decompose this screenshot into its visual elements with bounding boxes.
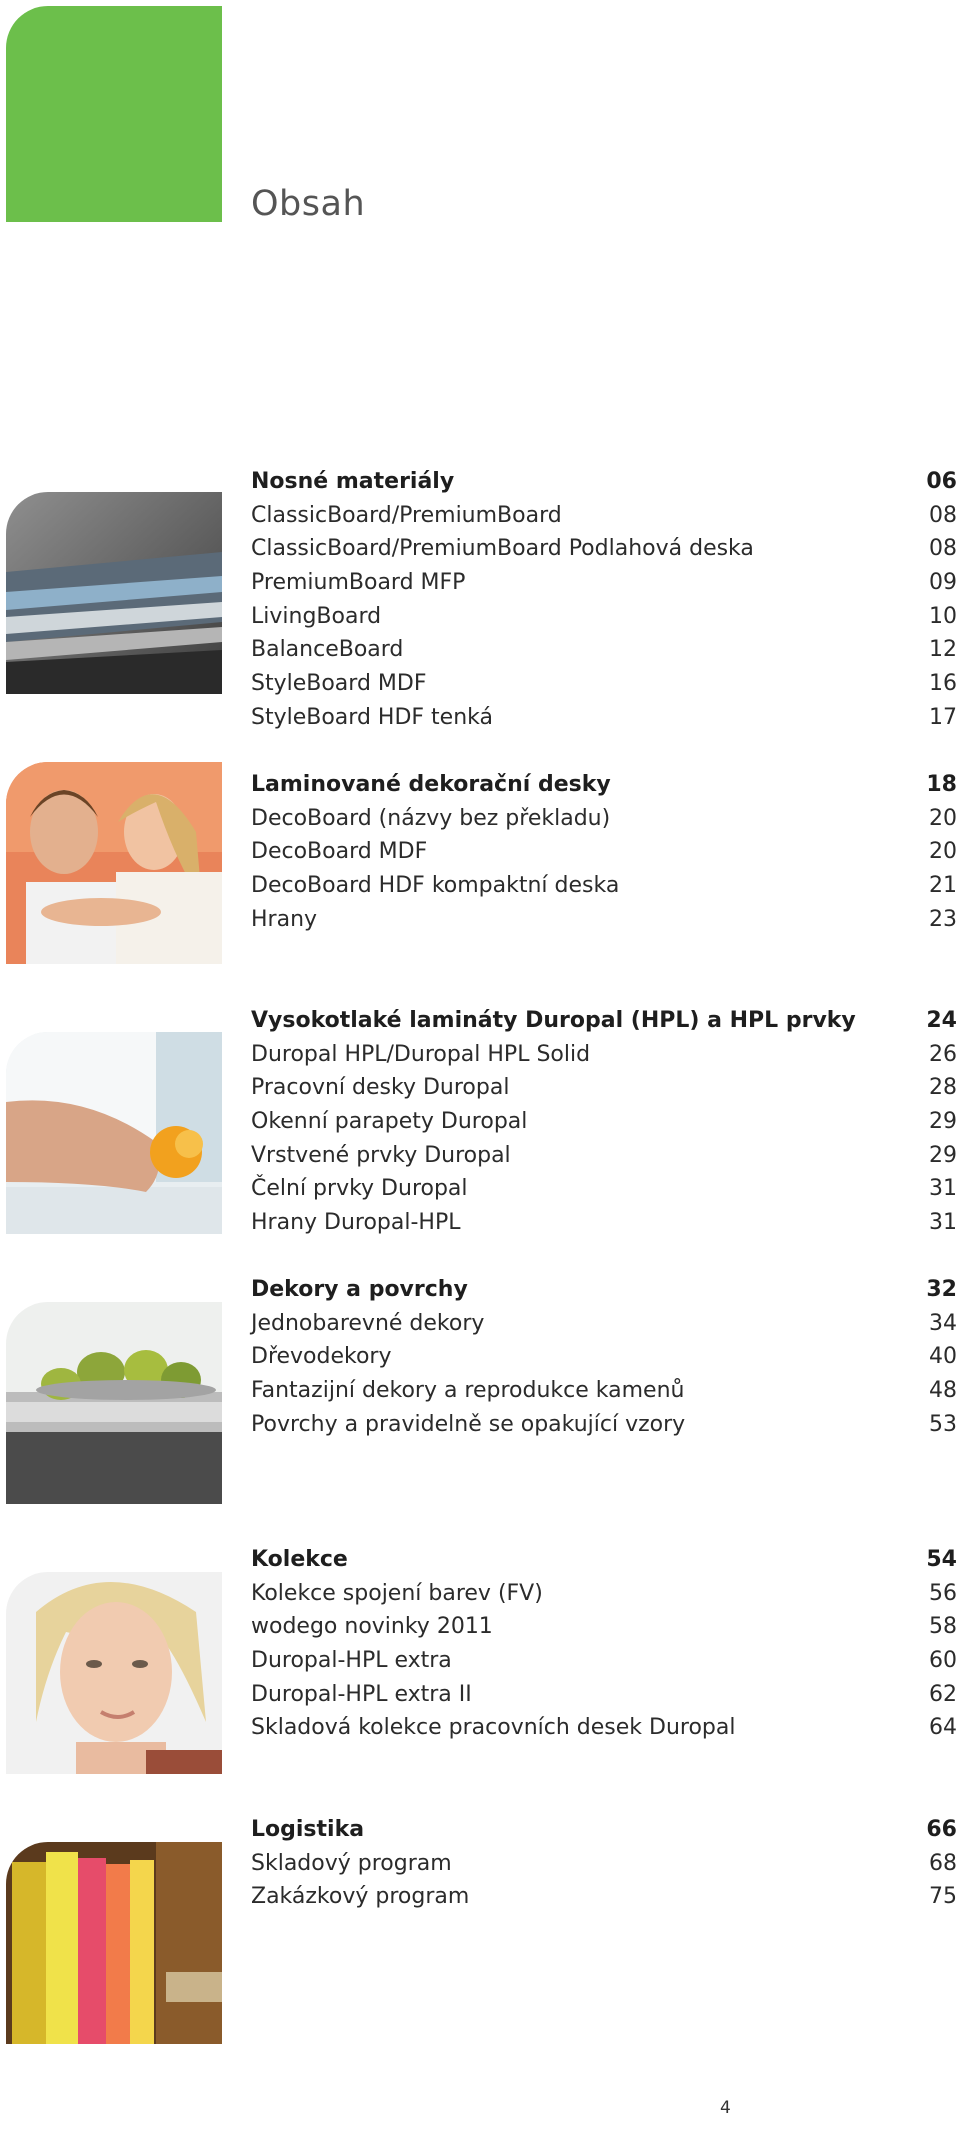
toc-entry-label: StyleBoard MDF — [251, 671, 427, 697]
toc-entry-page: 64 — [929, 1715, 957, 1741]
toc-entry-label: wodego novinky 2011 — [251, 1614, 493, 1640]
toc-heading[interactable] — [251, 1273, 957, 1307]
toc-entry-label: Duropal-HPL extra II — [251, 1681, 472, 1707]
toc-entry-page: 40 — [929, 1344, 957, 1370]
toc-entry[interactable] — [251, 1847, 957, 1881]
toc-entry-page: 12 — [929, 637, 957, 663]
toc-heading-label: Laminované dekorační desky — [251, 772, 611, 797]
toc-entry-label: PremiumBoard MFP — [251, 570, 466, 596]
toc-entry-page: 60 — [929, 1648, 957, 1674]
toc-entry-label: StyleBoard HDF tenká — [251, 704, 493, 730]
hand-with-orange-photo — [6, 1032, 222, 1234]
toc-entry[interactable] — [251, 1880, 957, 1914]
toc-entry[interactable] — [251, 802, 957, 836]
woman-portrait-photo — [6, 1572, 222, 1774]
toc-heading-page: 32 — [926, 1277, 957, 1302]
toc-entry-page: 34 — [929, 1310, 957, 1336]
toc-section-laminovane-desky — [251, 768, 957, 936]
toc-heading-label: Vysokotlaké lamináty Duropal (HPL) a HPL prvky — [251, 1008, 856, 1033]
stacked-boards-photo — [6, 492, 222, 694]
toc-entry-label: Duropal HPL/Duropal HPL Solid — [251, 1041, 591, 1067]
toc-entry-page: 62 — [929, 1681, 957, 1707]
toc-section-kolekce — [251, 1543, 957, 1745]
toc-section-dekory-povrchy — [251, 1273, 957, 1441]
toc-entry-page: 23 — [929, 906, 957, 932]
toc-entry-page: 08 — [929, 502, 957, 528]
toc-entry-label: Jednobarevné dekory — [251, 1310, 485, 1336]
toc-entry[interactable] — [251, 1610, 957, 1644]
fruit-bowl-photo — [6, 1302, 222, 1504]
page-number: 4 — [720, 2098, 731, 2118]
toc-heading-label: Logistika — [251, 1817, 365, 1842]
toc-entry-label: Povrchy a pravidelně se opakující vzory — [251, 1411, 686, 1437]
toc-heading-label: Nosné materiály — [251, 469, 455, 494]
toc-entry[interactable] — [251, 499, 957, 533]
toc-heading[interactable] — [251, 1543, 957, 1577]
toc-entry-label: BalanceBoard — [251, 637, 404, 663]
toc-entry-label: Čelní prvky Duropal — [251, 1176, 468, 1202]
toc-entry[interactable] — [251, 835, 957, 869]
toc-entry-label: ClassicBoard/PremiumBoard Podlahová deska — [251, 536, 754, 562]
toc-entry[interactable] — [251, 1678, 957, 1712]
toc-entry-label: Fantazijní dekory a reprodukce kamenů — [251, 1378, 685, 1404]
toc-entry[interactable] — [251, 1206, 957, 1240]
toc-heading[interactable] — [251, 768, 957, 802]
toc-heading[interactable] — [251, 1004, 957, 1038]
toc-entry-page: 20 — [929, 839, 957, 865]
toc-entry[interactable] — [251, 566, 957, 600]
page-title: Obsah — [251, 184, 366, 224]
toc-entry-label: Dřevodekory — [251, 1344, 392, 1370]
toc-entry-label: Duropal-HPL extra — [251, 1648, 452, 1674]
toc-entry-page: 09 — [929, 570, 957, 596]
toc-entry[interactable] — [251, 1139, 957, 1173]
toc-entry[interactable] — [251, 1307, 957, 1341]
toc-entry-page: 31 — [929, 1210, 957, 1236]
toc-entry-label: Okenní parapety Duropal — [251, 1109, 528, 1135]
toc-entry-page: 31 — [929, 1176, 957, 1202]
toc-entry[interactable] — [251, 1711, 957, 1745]
toc-entry-page: 29 — [929, 1109, 957, 1135]
toc-entry-page: 68 — [929, 1850, 957, 1876]
toc-entry[interactable] — [251, 1374, 957, 1408]
toc-entry-label: ClassicBoard/PremiumBoard — [251, 502, 562, 528]
toc-heading-label: Dekory a povrchy — [251, 1277, 468, 1302]
toc-entry[interactable] — [251, 1644, 957, 1678]
toc-section-duropal-hpl — [251, 1004, 957, 1240]
toc-entry-page: 17 — [929, 704, 957, 730]
toc-entry-page: 16 — [929, 671, 957, 697]
toc-heading[interactable] — [251, 1813, 957, 1847]
toc-entry-label: Kolekce spojení barev (FV) — [251, 1580, 543, 1606]
toc-entry[interactable] — [251, 1340, 957, 1374]
toc-entry-page: 58 — [929, 1614, 957, 1640]
toc-entry-label: DecoBoard (názvy bez překladu) — [251, 805, 611, 831]
toc-entry-label: DecoBoard HDF kompaktní deska — [251, 873, 620, 899]
toc-heading-page: 18 — [926, 772, 957, 797]
toc-entry-page: 75 — [929, 1884, 957, 1910]
toc-entry-page: 21 — [929, 873, 957, 899]
toc-entry[interactable] — [251, 869, 957, 903]
toc-entry-label: LivingBoard — [251, 603, 382, 629]
toc-entry[interactable] — [251, 1071, 957, 1105]
toc-entry-label: Zakázkový program — [251, 1884, 470, 1910]
toc-entry-page: 20 — [929, 805, 957, 831]
toc-entry-label: DecoBoard MDF — [251, 839, 428, 865]
toc-entry[interactable] — [251, 903, 957, 937]
toc-entry[interactable] — [251, 701, 957, 735]
toc-entry-page: 29 — [929, 1142, 957, 1168]
toc-entry-label: Vrstvené prvky Duropal — [251, 1142, 511, 1168]
toc-entry-page: 48 — [929, 1378, 957, 1404]
toc-heading-label: Kolekce — [251, 1547, 348, 1572]
books-shelf-photo — [6, 1842, 222, 2044]
toc-heading-page: 24 — [926, 1008, 957, 1033]
toc-entry[interactable] — [251, 633, 957, 667]
toc-entry[interactable] — [251, 1577, 957, 1611]
toc-heading[interactable] — [251, 465, 957, 499]
toc-entry[interactable] — [251, 1172, 957, 1206]
toc-entry-page: 28 — [929, 1075, 957, 1101]
toc-entry[interactable] — [251, 667, 957, 701]
toc-section-nosne-materialy — [251, 465, 957, 735]
toc-entry-page: 26 — [929, 1041, 957, 1067]
toc-entry-label: Hrany — [251, 906, 318, 932]
toc-entry[interactable] — [251, 1038, 957, 1072]
toc-entry-label: Skladová kolekce pracovních desek Duropal — [251, 1715, 736, 1741]
toc-heading-page: 06 — [926, 469, 957, 494]
toc-entry-page: 10 — [929, 603, 957, 629]
toc-heading-page: 66 — [926, 1817, 957, 1842]
toc-heading-page: 54 — [926, 1547, 957, 1572]
toc-entry-page: 08 — [929, 536, 957, 562]
toc-entry-label: Skladový program — [251, 1850, 452, 1876]
toc-section-logistika — [251, 1813, 957, 1914]
couple-photo — [6, 762, 222, 964]
toc-entry-label: Hrany Duropal-HPL — [251, 1210, 461, 1236]
toc-entry[interactable] — [251, 1408, 957, 1442]
toc-entry-label: Pracovní desky Duropal — [251, 1075, 510, 1101]
toc-entry[interactable] — [251, 600, 957, 634]
green-accent-block — [6, 6, 222, 222]
toc-entry[interactable] — [251, 532, 957, 566]
toc-entry-page: 56 — [929, 1580, 957, 1606]
toc-entry-page: 53 — [929, 1411, 957, 1437]
toc-entry[interactable] — [251, 1105, 957, 1139]
